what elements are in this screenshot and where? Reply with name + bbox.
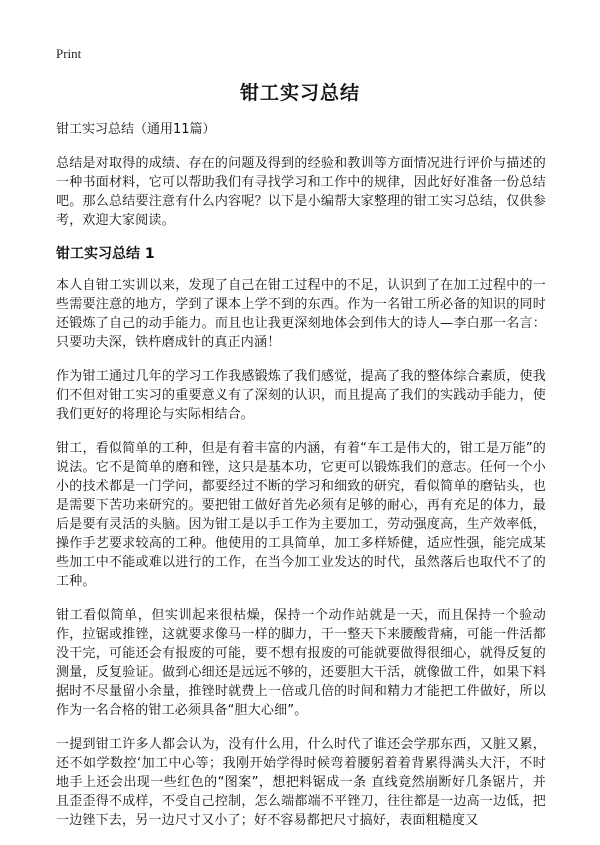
- body-paragraph: 本人自钳工实训以来，发现了自己在钳工过程中的不足，认识到了在加工过程中的一些需要注意的地方，学到了课本上学不到的东西。作为一名钳工所必备的知识的同时还锻炼了自己的动手能力。而且也让我更深刻地体会到伟大的诗人—李白那一名言：只要功夫深，铁杵磨成针的真正内涵！: [56, 278, 546, 350]
- intro-paragraph: 总结是对取得的成绩、存在的问题及得到的经验和教训等方面情况进行评价与描述的一种书面材料，它可以帮助我们有寻找学习和工作中的规律，因此好好准备一份总结吧。那么总结要注意有什么内容呢？以下是小编帮大家整理的钳工实习总结，仅供参考，欢迎大家阅读。: [56, 156, 546, 228]
- body-paragraph: 一提到钳工许多人都会认为，没有什么用，什么时代了谁还会学那东西，又脏又累，还不如学数控‘加工中心等；我刚开始学得时候弯着腰躬着着背累得满头大汗，不时地手上还会出现一些红色的“图案”，想把料锯成一条 直线竟然崩断好几条锯片，并且歪歪得不成样，不受自己控制，怎么端都端不平锉刀，往往都是一边高一边低，把一边锉下去，另一边尺寸又小了；好不容易都把尺寸搞好，表面粗糙度又: [56, 737, 546, 828]
- document-body: [56, 120, 546, 845]
- section-heading: 钳工实习总结 1: [56, 246, 155, 262]
- document-title: 钳工实习总结: [239, 82, 360, 104]
- body-paragraph: 钳工，看似简单的工种，但是有着丰富的内涵，有着“车工是伟大的，钳工是万能”的说法。它不是简单的磨和锉，这只是基本功，它更可以锻炼我们的意志。任何一个小小的技术都是一门学问，都要经过不断的学习和细致的研究，看似简单的磨钻头，也是需要下苦功来研究的。要把钳工做好首先必须有足够的耐心，再有充足的体力，最后是要有灵活的头脑。因为钳工是以手工作为主要加工，劳动强度高，生产效率低，操作手艺要求较高的工种。他使用的工具简单，加工多样矫健，适应性强，能完成某些加工中不能或难以进行的工作，在当今加工业发达的时代，虽然落后也取代不了的工种。: [56, 441, 546, 589]
- print-link[interactable]: Print: [56, 46, 82, 61]
- body-paragraph: 作为钳工通过几年的学习工作我感锻炼了我们感觉，提高了我的整体综合素质，使我们不但对钳工实习的重要意义有了深刻的认识，而且提高了我们的实践动手能力，使我们更好的将理论与实际相结合。: [56, 369, 546, 422]
- document-subtitle: 钳工实习总结（通用11篇）: [56, 122, 216, 137]
- body-paragraph: 钳工看似简单，但实训起来很枯燥，保持一个动作站就是一天，而且保持一个验动作，拉锯或推锉，这就要求像马一样的脚力，干一整天下来腰酸背痛，可能一件活都没干完，可能还会有报废的可能，要不想有报废的可能就要做得很细心，就得反复的测量，反复验证。做到心细还是远远不够的，还要胆大干活，就像做工件，如果下料据时不尽量留小余量，推锉时就费上一倍或几倍的时间和精力才能把工件做好，所以作为一名合格的钳工必须具备“胆大心细”。: [56, 608, 546, 718]
